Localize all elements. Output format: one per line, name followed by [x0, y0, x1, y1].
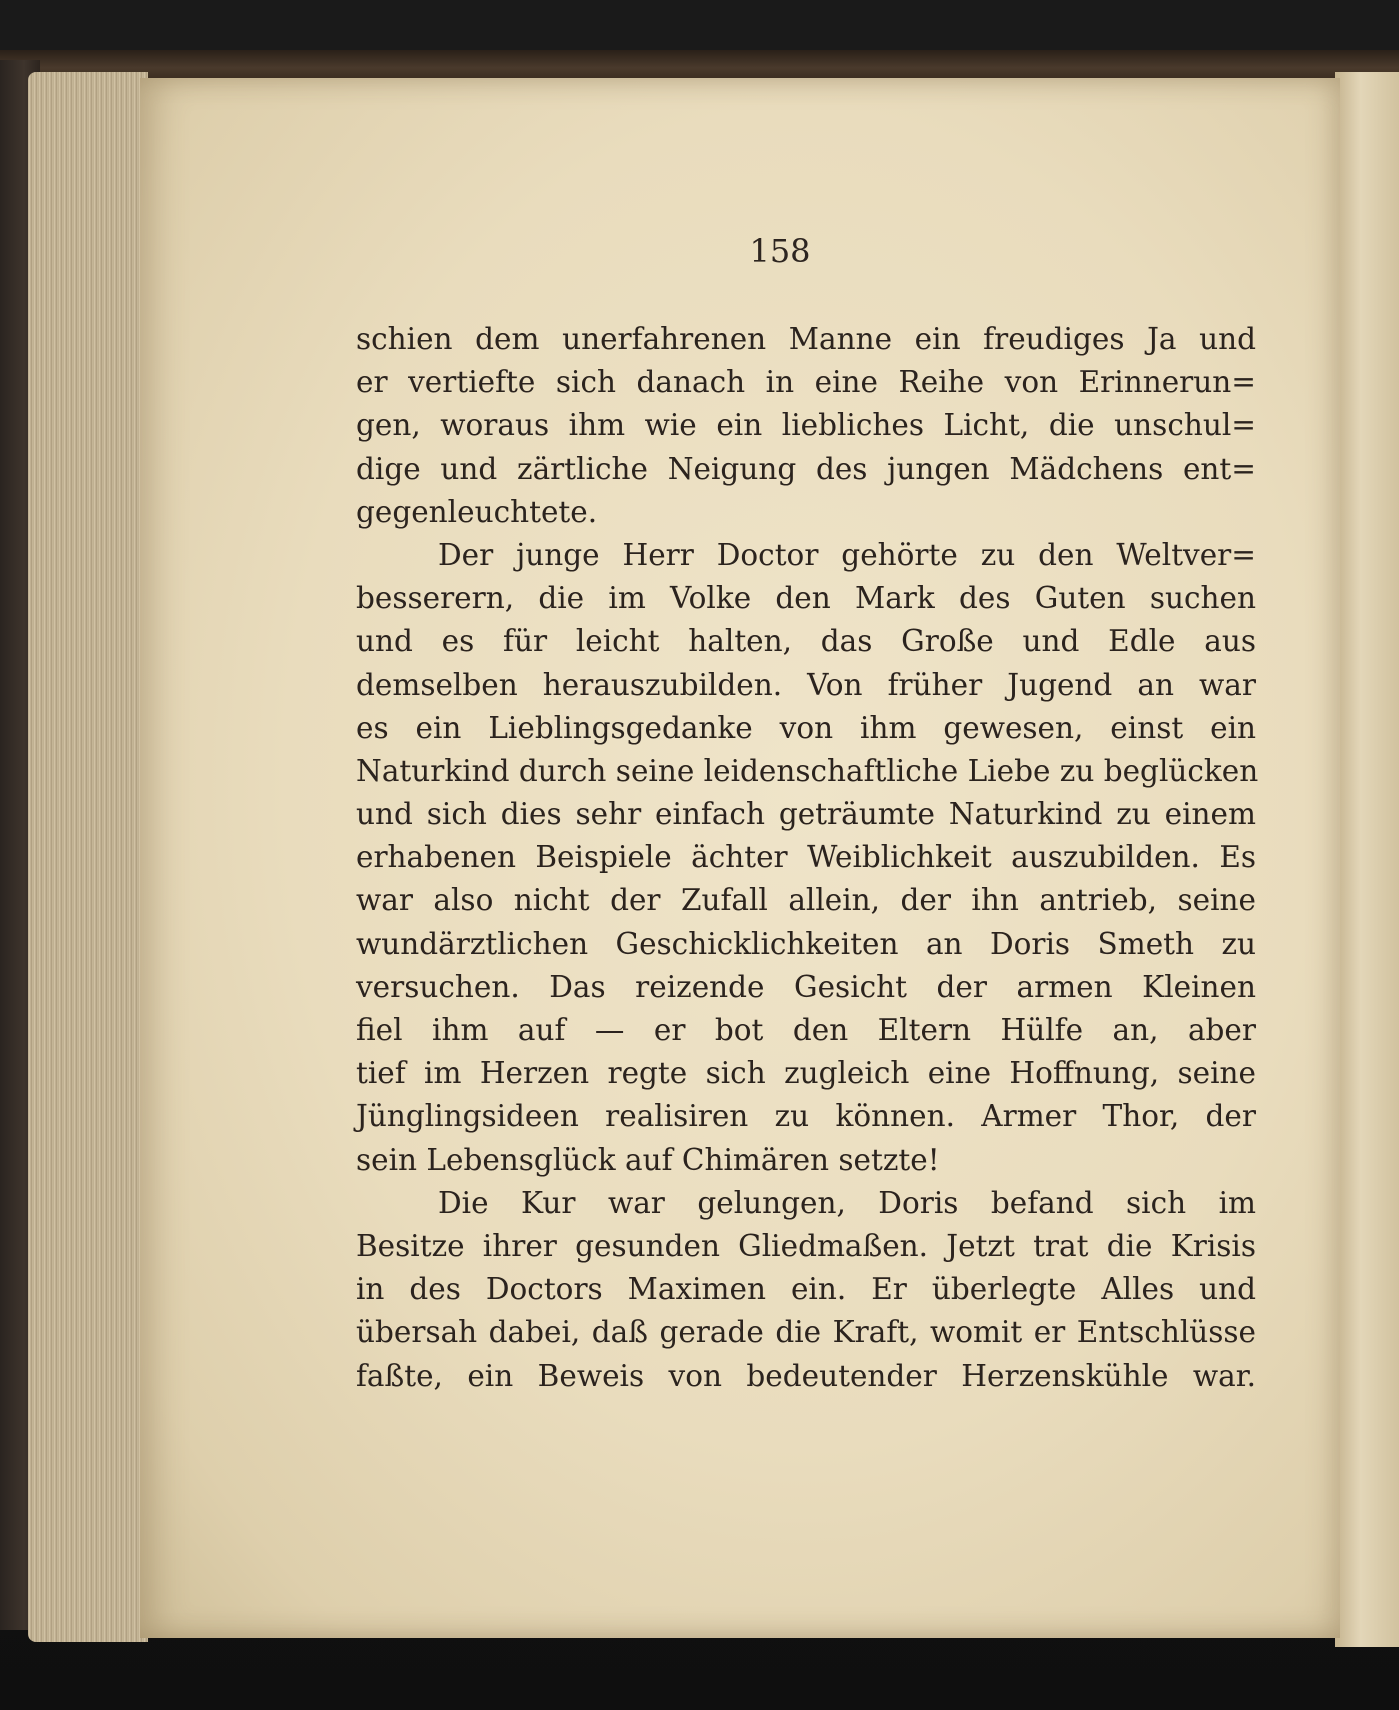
text-line: tief im Herzen regte sich zugleich eine Hoffnung, seine — [356, 1056, 1256, 1091]
text-line: versuchen. Das reizende Gesicht der armen Kleinen — [356, 969, 1256, 1004]
text-line: es ein Lieblingsgedanke von ihm gewesen, einst ein — [356, 710, 1256, 745]
text-line: Der junge Herr Doctor gehörte zu den Weltver= — [438, 537, 1256, 572]
text-line: Jünglingsideen realisiren zu können. Armer Thor, der — [356, 1099, 1256, 1134]
text-line: übersah dabei, daß gerade die Kraft, womit er Entschlüsse — [356, 1315, 1256, 1350]
text-line: Naturkind durch seine leidenschaftliche Liebe zu beglücken — [356, 753, 1259, 788]
facing-page-edge — [1335, 72, 1399, 1647]
text-line: war also nicht der Zufall allein, der ihn antrieb, seine — [356, 883, 1256, 918]
page-number: 158 — [749, 232, 811, 270]
text-line: erhabenen Beispiele ächter Weiblichkeit auszubilden. Es — [356, 840, 1256, 875]
page-body-text — [356, 318, 1259, 1398]
text-line: und sich dies sehr einfach geträumte Naturkind zu einem — [356, 797, 1256, 832]
page-edges — [28, 72, 148, 1642]
text-line: sein Lebensglück auf Chimären setzte! — [356, 1142, 940, 1177]
text-line: fiel ihm auf — er bot den Eltern Hülfe an, aber — [356, 1013, 1256, 1047]
text-line: und es für leicht halten, das Große und Edle aus — [356, 624, 1256, 659]
text-line: in des Doctors Maximen ein. Er überlegte Alles und — [356, 1272, 1256, 1307]
text-line: Die Kur war gelungen, Doris befand sich im — [438, 1185, 1256, 1220]
text-line: er vertiefte sich danach in eine Reihe von Erinnerun= — [356, 365, 1256, 400]
text-line: gegenleuchtete. — [356, 494, 598, 529]
text-line: besserern, die im Volke den Mark des Guten suchen — [356, 581, 1256, 616]
text-line: gen, woraus ihm wie ein liebliches Licht, die unschul= — [356, 408, 1256, 443]
text-line: schien dem unerfahrenen Manne ein freudiges Ja und — [356, 322, 1256, 356]
text-line: faßte, ein Beweis von bedeutender Herzenskühle war. — [356, 1358, 1256, 1393]
text-line: dige und zärtliche Neigung des jungen Mädchens ent= — [356, 451, 1256, 486]
book-cover-top — [0, 50, 1399, 80]
text-line: Besitze ihrer gesunden Gliedmaßen. Jetzt trat die Krisis — [356, 1228, 1256, 1263]
text-line: demselben herauszubilden. Von früher Jugend an war — [356, 667, 1256, 702]
text-line: wundärztlichen Geschicklichkeiten an Doris Smeth zu — [356, 926, 1256, 961]
